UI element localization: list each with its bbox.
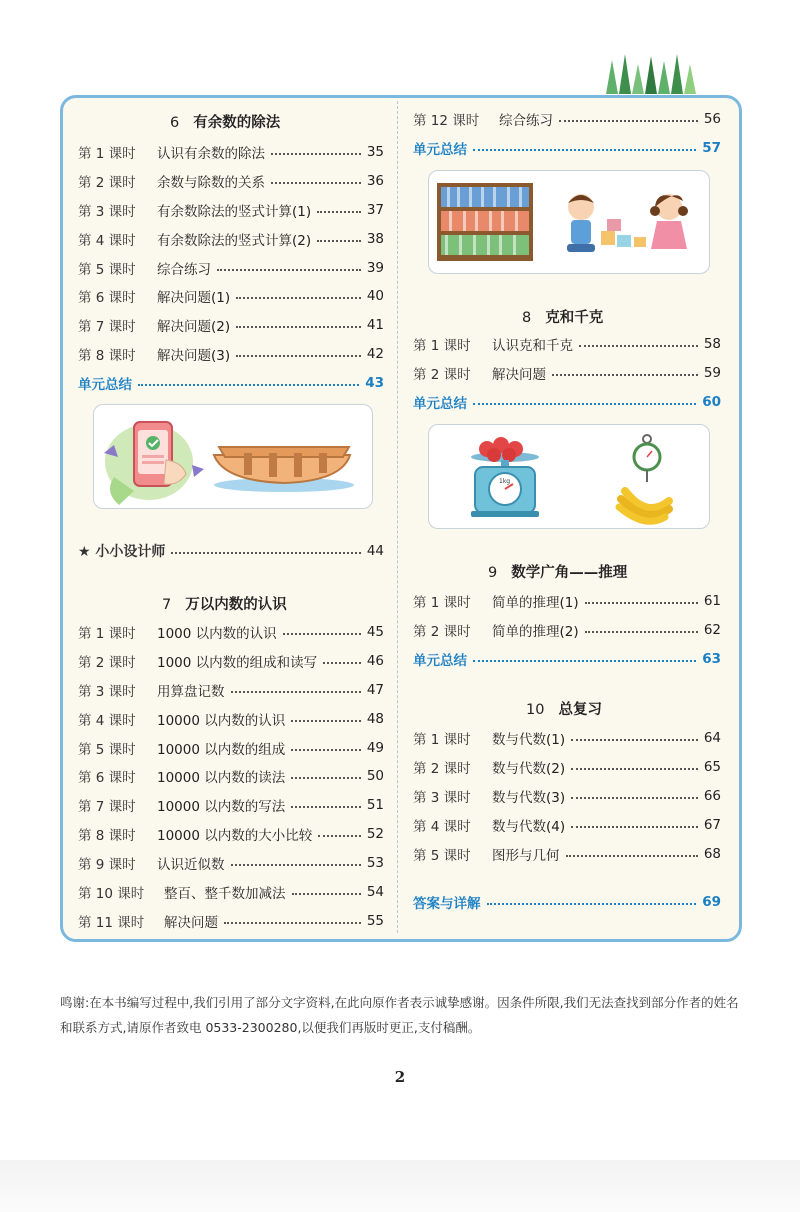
leader-dots bbox=[224, 922, 361, 924]
leader-dots bbox=[283, 633, 361, 635]
toc-entry[interactable]: 第 2 课时 解决问题 59 bbox=[413, 365, 721, 383]
toc-entry[interactable]: 第 3 课时 用算盘记数 47 bbox=[78, 682, 384, 700]
leader-dots bbox=[473, 660, 696, 662]
toc-entry[interactable]: 第 1 课时 认识克和千克 58 bbox=[413, 336, 721, 354]
illustration-scale-bananas bbox=[428, 424, 710, 529]
chapter7-title: 7 万以内数的认识 bbox=[162, 597, 287, 613]
toc-entry[interactable]: 第 12 课时 综合练习 56 bbox=[413, 111, 721, 129]
leader-dots bbox=[317, 240, 361, 242]
illustration-phone-boat bbox=[93, 404, 373, 509]
leader-dots bbox=[566, 855, 698, 857]
toc-entry[interactable]: 第 5 课时 图形与几何 68 bbox=[413, 846, 721, 864]
column-divider bbox=[397, 101, 398, 933]
toc-entry[interactable]: 第 4 课时 10000 以内数的认识 48 bbox=[78, 711, 384, 729]
leader-dots bbox=[231, 691, 361, 693]
toc-entry[interactable]: 第 10 课时 整百、整千数加减法 54 bbox=[78, 884, 384, 902]
leader-dots bbox=[585, 631, 698, 633]
page-number: 2 bbox=[394, 1068, 406, 1086]
toc-entry[interactable]: 第 2 课时 简单的推理(2) 62 bbox=[413, 622, 721, 640]
toc-entry[interactable]: 第 8 课时 解决问题(3) 42 bbox=[78, 346, 384, 364]
chapter6-title: 6 有余数的除法 bbox=[170, 115, 281, 131]
leader-dots bbox=[291, 777, 361, 779]
toc-entry[interactable]: 第 1 课时 认识有余数的除法 35 bbox=[78, 144, 384, 162]
leader-dots bbox=[473, 149, 696, 151]
leader-dots bbox=[571, 768, 698, 770]
leader-dots bbox=[487, 903, 697, 905]
leader-dots bbox=[291, 749, 361, 751]
leader-dots bbox=[292, 893, 361, 895]
leader-dots bbox=[559, 120, 698, 122]
leader-dots bbox=[317, 211, 361, 213]
leader-dots bbox=[552, 374, 698, 376]
chapter10-title: 10 总复习 bbox=[526, 702, 602, 718]
leader-dots bbox=[217, 269, 361, 271]
unit-summary-link[interactable]: 单元总结 43 bbox=[78, 375, 384, 393]
leader-dots bbox=[318, 835, 361, 837]
phone-boat-drawing bbox=[94, 405, 374, 510]
toc-entry[interactable]: 第 7 课时 10000 以内数的写法 51 bbox=[78, 797, 384, 815]
leader-dots bbox=[236, 297, 361, 299]
leader-dots bbox=[579, 345, 698, 347]
toc-entry[interactable]: 第 2 课时 1000 以内数的组成和读写 46 bbox=[78, 653, 384, 671]
bookshelf-children-drawing bbox=[429, 171, 711, 275]
toc-entry-designer[interactable]: ★ 小小设计师 44 bbox=[78, 543, 384, 560]
tree-decoration bbox=[606, 52, 706, 94]
leader-dots bbox=[236, 355, 361, 357]
toc-entry[interactable]: 第 3 课时 有余数除法的竖式计算(1) 37 bbox=[78, 202, 384, 220]
chapter9-title: 9 数学广角——推理 bbox=[488, 565, 628, 581]
toc-entry[interactable]: 第 5 课时 10000 以内数的组成 49 bbox=[78, 740, 384, 758]
scale-bananas-drawing bbox=[429, 425, 711, 530]
leader-dots bbox=[236, 326, 361, 328]
toc-entry[interactable]: 第 3 课时 数与代数(3) 66 bbox=[413, 788, 721, 806]
leader-dots bbox=[473, 403, 696, 405]
leader-dots bbox=[291, 720, 361, 722]
scale-label: 1kg bbox=[499, 478, 511, 485]
unit-summary-link[interactable]: 单元总结 57 bbox=[413, 140, 721, 158]
leader-dots bbox=[571, 739, 698, 741]
toc-entry[interactable]: 第 4 课时 数与代数(4) 67 bbox=[413, 817, 721, 835]
toc-entry[interactable]: 第 8 课时 10000 以内数的大小比较 52 bbox=[78, 826, 384, 844]
toc-entry[interactable]: 第 1 课时 1000 以内数的认识 45 bbox=[78, 624, 384, 642]
unit-summary-link[interactable]: 单元总结 63 bbox=[413, 651, 721, 669]
toc-entry[interactable]: 第 5 课时 综合练习 39 bbox=[78, 260, 384, 278]
leader-dots bbox=[271, 153, 361, 155]
leader-dots bbox=[323, 662, 361, 664]
chapter8-title: 8 克和千克 bbox=[522, 310, 604, 326]
leader-dots bbox=[291, 806, 361, 808]
leader-dots bbox=[271, 182, 361, 184]
leader-dots bbox=[138, 384, 359, 386]
toc-entry[interactable]: 第 7 课时 解决问题(2) 41 bbox=[78, 317, 384, 335]
illustration-bookshelf-children bbox=[428, 170, 710, 274]
page-bottom-band bbox=[0, 1160, 800, 1212]
toc-entry[interactable]: 第 1 课时 数与代数(1) 64 bbox=[413, 730, 721, 748]
toc-entry[interactable]: 第 2 课时 数与代数(2) 65 bbox=[413, 759, 721, 777]
answers-link[interactable]: 答案与详解 69 bbox=[413, 894, 721, 912]
leader-dots bbox=[571, 797, 698, 799]
leader-dots bbox=[231, 864, 361, 866]
leader-dots bbox=[585, 602, 698, 604]
toc-entry[interactable]: 第 1 课时 简单的推理(1) 61 bbox=[413, 593, 721, 611]
toc-entry[interactable]: 第 6 课时 解决问题(1) 40 bbox=[78, 288, 384, 306]
toc-entry[interactable]: 第 6 课时 10000 以内数的读法 50 bbox=[78, 768, 384, 786]
unit-summary-link[interactable]: 单元总结 60 bbox=[413, 394, 721, 412]
toc-entry[interactable]: 第 4 课时 有余数除法的竖式计算(2) 38 bbox=[78, 231, 384, 249]
toc-entry[interactable]: 第 2 课时 余数与除数的关系 36 bbox=[78, 173, 384, 191]
toc-entry[interactable]: 第 11 课时 解决问题 55 bbox=[78, 913, 384, 931]
leader-dots bbox=[171, 552, 360, 554]
acknowledgement-text: 鸣谢:在本书编写过程中,我们引用了部分文字资料,在此向原作者表示诚挚感谢。因条件所限,我们无法查找到部分作者的姓名和联系方式,请原作者致电 0533-2300280,以便我们再版时更正,支付稿酬。 bbox=[60, 995, 739, 1035]
toc-entry[interactable]: 第 9 课时 认识近似数 53 bbox=[78, 855, 384, 873]
leader-dots bbox=[571, 826, 698, 828]
